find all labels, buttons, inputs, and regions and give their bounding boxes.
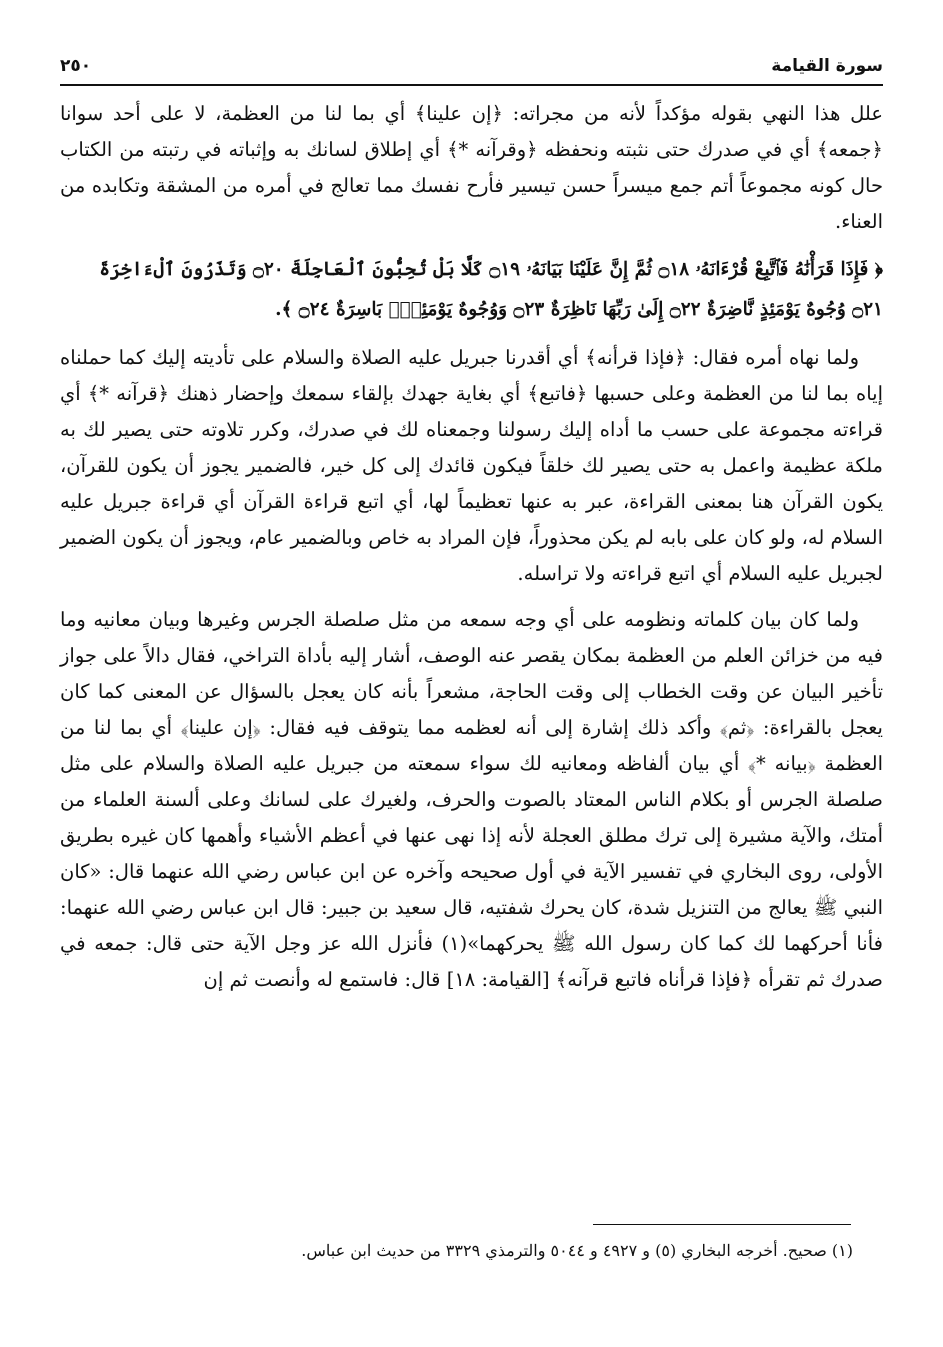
paragraph-2: ولما نهاه أمره فقال: ﴿فإذا قرأنه﴾ أي أقدرنا جبريل عليه الصلاة والسلام على تأديته إليك كما حملناه إياه بما لنا من العظمة وعلى حسبها ﴿فاتبع﴾ أي بغاية جهدك بإلقاء سمعك وإحضار ذهنك ﴿قرآنه *﴾ أي قراءته مجموعة على حسب ما أداه إليك رسولنا وجمعناه لك في صدرك، وكرر تلاوته حتى يصير لك به ملكة عظيمة واعمل به حتى يصير لك خلقاً فيكون قائدك إلى كل خير، فالضمير يجوز أن يكون للقرآن، يكون القرآن هنا بمعنى القراءة، عبر به عنها تعظيماً لها، أي اتبع قراءة القرآن أي قراءة جبريل عليه السلام له، ولو كان على بابه لم يكن محذوراً، فإن المراد به خاص وبالضمير عام، ويجوز أن يكون الضمير لجبريل عليه السلام أي اتبع قراءته ولا تراسله.: [60, 346, 883, 585]
page-number: ٢٥٠: [60, 56, 92, 76]
quran-verses-block: [60, 250, 883, 330]
footnote-divider: [593, 1224, 851, 1225]
page-header: [60, 48, 883, 86]
paragraph-1: علل هذا النهي بقوله مؤكداً لأنه من مجراته: ﴿إن علينا﴾ أي بما لنا من العظمة، لا على أحد سوانا ﴿جمعه﴾ أي في صدرك حتى نثبته ونحفظه ﴿وقرآنه *﴾ أي إطلاق لسانك به وإثباته في رتبته من الكتاب حال كونه مجموعاً أتم جمع ميسراً حسن تيسير فأرح نفسك مما تعالج في أمره من المشقة وتكابده من العناء.: [60, 102, 883, 233]
verse-line-1: ﴿ فَإِذَا قَرَأْنَٰهُ فَٱتَّبِعْ قُرْءَانَهُۥ ۝١٨ ثُمَّ إِنَّ عَلَيْنَا بَيَانَهُۥ ۝١٩ كَلَّا بَلْ تُحِبُّونَ ٱلْعَاجِلَةَ ۝٢٠ وَتَذَرُونَ ٱلْءَاخِرَةَ: [99, 259, 883, 280]
page-body: [60, 96, 883, 998]
verse-line-2: ۝٢١ وُجُوهٌ يَوْمَئِذٍ نَّاضِرَةٌ ۝٢٢ إِلَىٰ رَبِّهَا نَاظِرَةٌ ۝٢٣ وَوُجُوهٌ يَوْمَئِذٍۭ بَاسِرَةٌ ۝٢٤ ﴾.: [275, 299, 883, 320]
paragraph-3: ولما كان بيان كلماته ونظومه على أي وجه سمعه من مثل صلصلة الجرس وغيرها وبيان معانيه وما فيه من خزائن العلم من العظمة بمكان يقصر عنه الوصف، أشار إليه بأداة التراخي، فقال دالاً على جواز تأخير البيان عن وقت الخطاب إلى وقت الحاجة، مشعراً بأنه كان يعجل بالسؤال عن المعنى كما كان يعجل بالقراءة: ﴿ثم﴾ وأكد ذلك إشارة إلى أنه لعظمه مما يتوقف فيه فقال: ﴿إن علينا﴾ أي بما لنا من العظمة ﴿بيانه *﴾ أي بيان ألفاظه ومعانيه لك سواء سمعته من جبريل عليه الصلاة والسلام على مثل صلصلة الجرس أو بكلام الناس المعتاد بالصوت والحرف، ولغيرك على لسانك وعلى ألسنة العلماء من أمتك، والآية مشيرة إلى ترك مطلق العجلة لأنه إذا نهى عنها في أعظم الأشياء وأهمها كان غيره بطريق الأولى، روى البخاري في تفسير الآية في أول صحيحه وآخره عن ابن عباس رضي الله عنهما قال: «كان النبي ﷺ يعالج من التنزيل شدة، كان يحرك شفتيه، قال سعيد بن جبير: قال ابن عباس رضي الله عنهما: فأنا أحركهما لك كما كان رسول الله ﷺ يحركهما»(١) فأنزل الله عز وجل الآية حتى قال: جمعه في صدرك ثم تقرأه ﴿فإذا قرأناه فاتبع قرآنه﴾ [القيامة: ١٨] قال: فاستمع له وأنصت ثم إن: [60, 608, 883, 991]
surah-title: سورة القيامة: [771, 56, 883, 76]
footnote: (١) صحيح. أخرجه البخاري (٥) و ٤٩٢٧ و ٥٠٤٤ والترمذي ٣٣٢٩ من حديث ابن عباس.: [301, 1241, 853, 1260]
